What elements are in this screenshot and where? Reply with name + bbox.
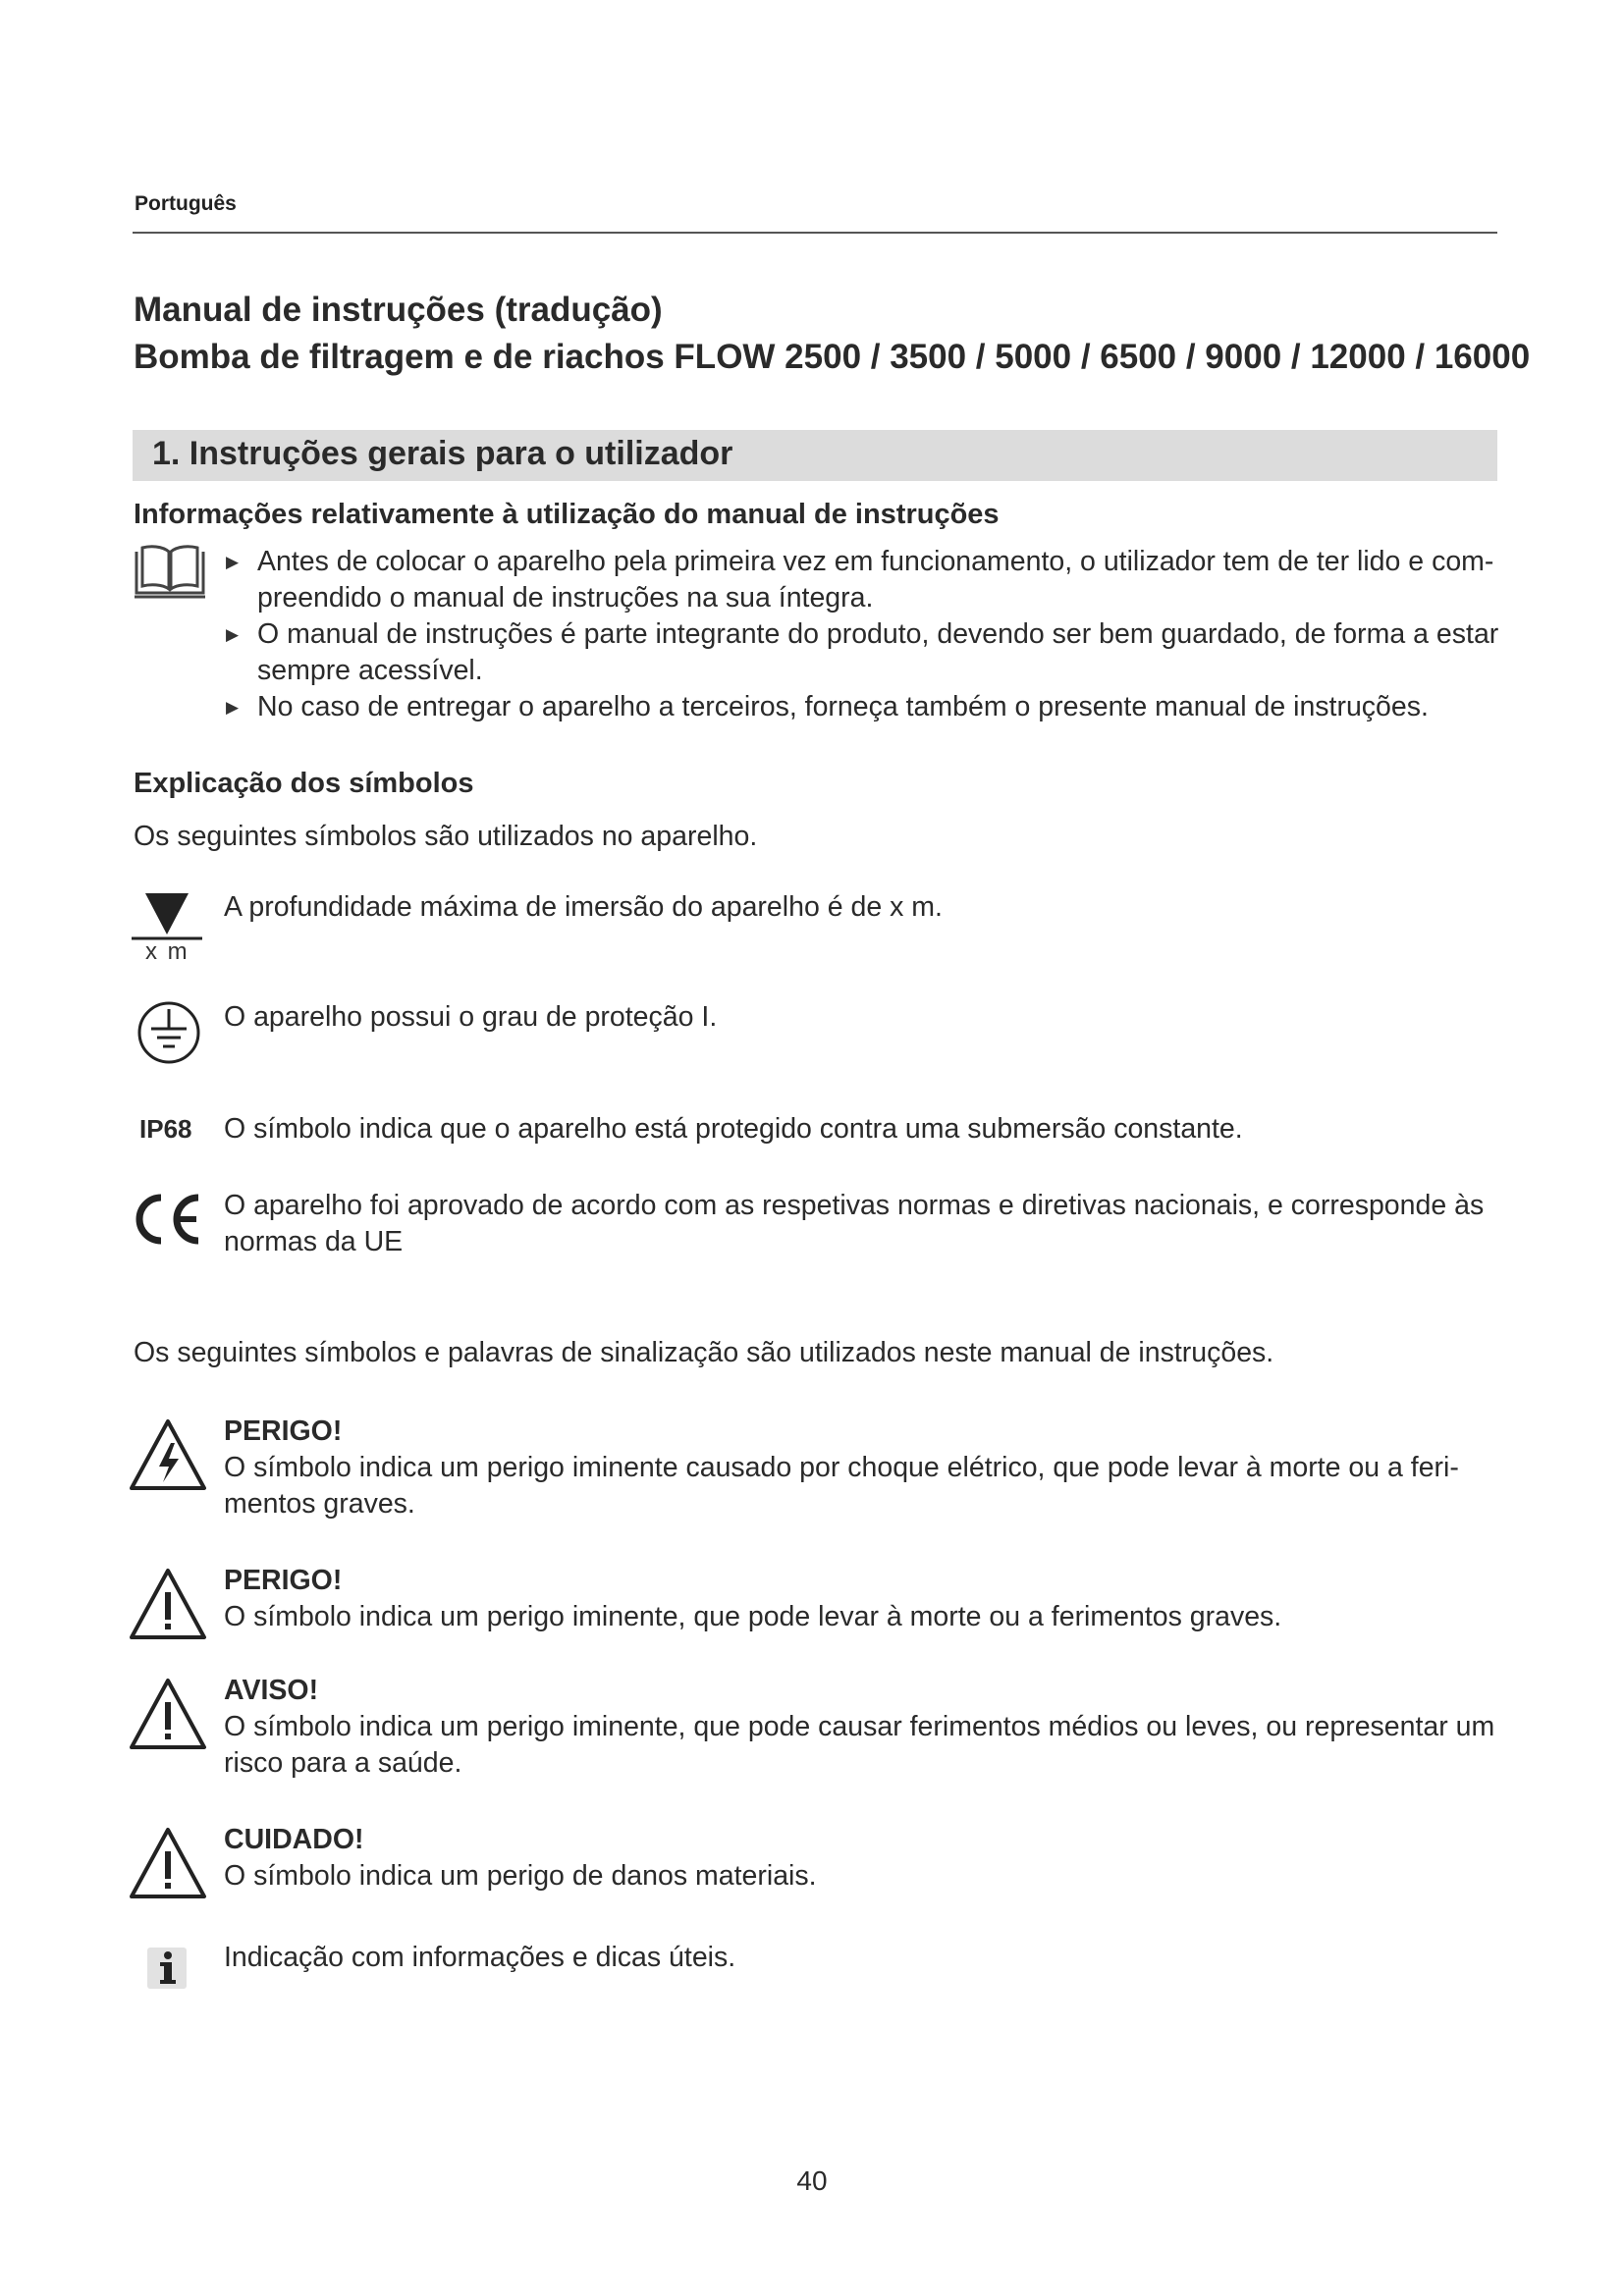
warning-triangle-icon <box>128 1826 208 1900</box>
title-line-1: Manual de instruções (tradução) <box>134 291 663 329</box>
depth-label: x m <box>145 938 189 965</box>
protective-earth-icon <box>128 995 206 1064</box>
signal-description: O símbolo indica um perigo iminente causado por choque elétrico, que pode levar à morte ou a feri- mentos graves. <box>224 1452 1459 1520</box>
signal-word: CUIDADO! <box>224 1824 364 1855</box>
signal-intro: Os seguintes símbolos e palavras de sinalização são utilizados neste manual de instruções. <box>134 1337 1274 1368</box>
list-item: ▶ Antes de colocar o aparelho pela primeira vez em funcionamento, o utilizador tem de ter lido e com- preendido o manual de instruções na sua íntegra. <box>226 546 1494 614</box>
ip68-label: IP68 <box>139 1114 192 1144</box>
document-title <box>134 287 1530 381</box>
info-text: Indicação com informações e dicas úteis. <box>224 1942 736 1973</box>
info-bullet-list <box>226 544 1502 725</box>
info-heading: Informações relativamente à utilização do manual de instruções <box>134 499 1000 530</box>
bullet-triangle-icon: ▶ <box>226 625 240 644</box>
signal-item <box>224 1563 1500 1635</box>
signal-description: O símbolo indica um perigo de danos materiais. <box>224 1860 817 1892</box>
bullet-triangle-icon: ▶ <box>226 553 240 571</box>
signal-item <box>224 1673 1500 1782</box>
warning-triangle-icon <box>128 1677 208 1751</box>
title-line-2: Bomba de filtragem e de riachos FLOW 2500 / 3500 / 5000 / 6500 / 9000 / 12000 / 16000 <box>134 338 1531 376</box>
electric-hazard-icon <box>128 1417 208 1492</box>
signal-word: PERIGO! <box>224 1415 343 1447</box>
immersion-depth-icon <box>128 889 206 968</box>
header-language: Português <box>135 192 237 215</box>
protection-text: O aparelho possui o grau de proteção I. <box>224 1001 718 1033</box>
list-item: ▶ No caso de entregar o aparelho a terceiros, forneça também o presente manual de instruções. <box>226 689 1502 725</box>
signal-item <box>224 1822 1500 1895</box>
section-heading: 1. Instruções gerais para o utilizador <box>152 435 733 472</box>
book-icon <box>133 542 207 603</box>
signal-description: O símbolo indica um perigo iminente, que pode causar ferimentos médios ou leves, ou representar um risco para a saúde. <box>224 1711 1495 1779</box>
symbols-heading: Explicação dos símbolos <box>134 768 474 799</box>
signal-item <box>224 1414 1500 1522</box>
list-item: ▶ O manual de instruções é parte integrante do produto, devendo ser bem guardado, de forma a estar sempre acessível. <box>226 618 1499 686</box>
header-divider <box>133 232 1497 234</box>
depth-text: A profundidade máxima de imersão do aparelho é de x m. <box>224 891 943 923</box>
symbols-intro: Os seguintes símbolos são utilizados no aparelho. <box>134 821 758 852</box>
page-number: 40 <box>796 2165 828 2196</box>
ce-text: O aparelho foi aprovado de acordo com as respetivas normas e diretivas nacionais, e corresponde às normas da UE <box>224 1190 1485 1257</box>
signal-word: AVISO! <box>224 1675 319 1706</box>
info-icon <box>128 1942 206 1993</box>
ip-text: O símbolo indica que o aparelho está protegido contra uma submersão constante. <box>224 1113 1243 1145</box>
ce-mark-icon <box>128 1190 206 1249</box>
bullet-triangle-icon: ▶ <box>226 698 240 717</box>
signal-word: PERIGO! <box>224 1565 343 1596</box>
section-heading-bar <box>133 430 1497 481</box>
signal-description: O símbolo indica um perigo iminente, que pode levar à morte ou a ferimentos graves. <box>224 1601 1282 1632</box>
warning-triangle-icon <box>128 1567 208 1641</box>
